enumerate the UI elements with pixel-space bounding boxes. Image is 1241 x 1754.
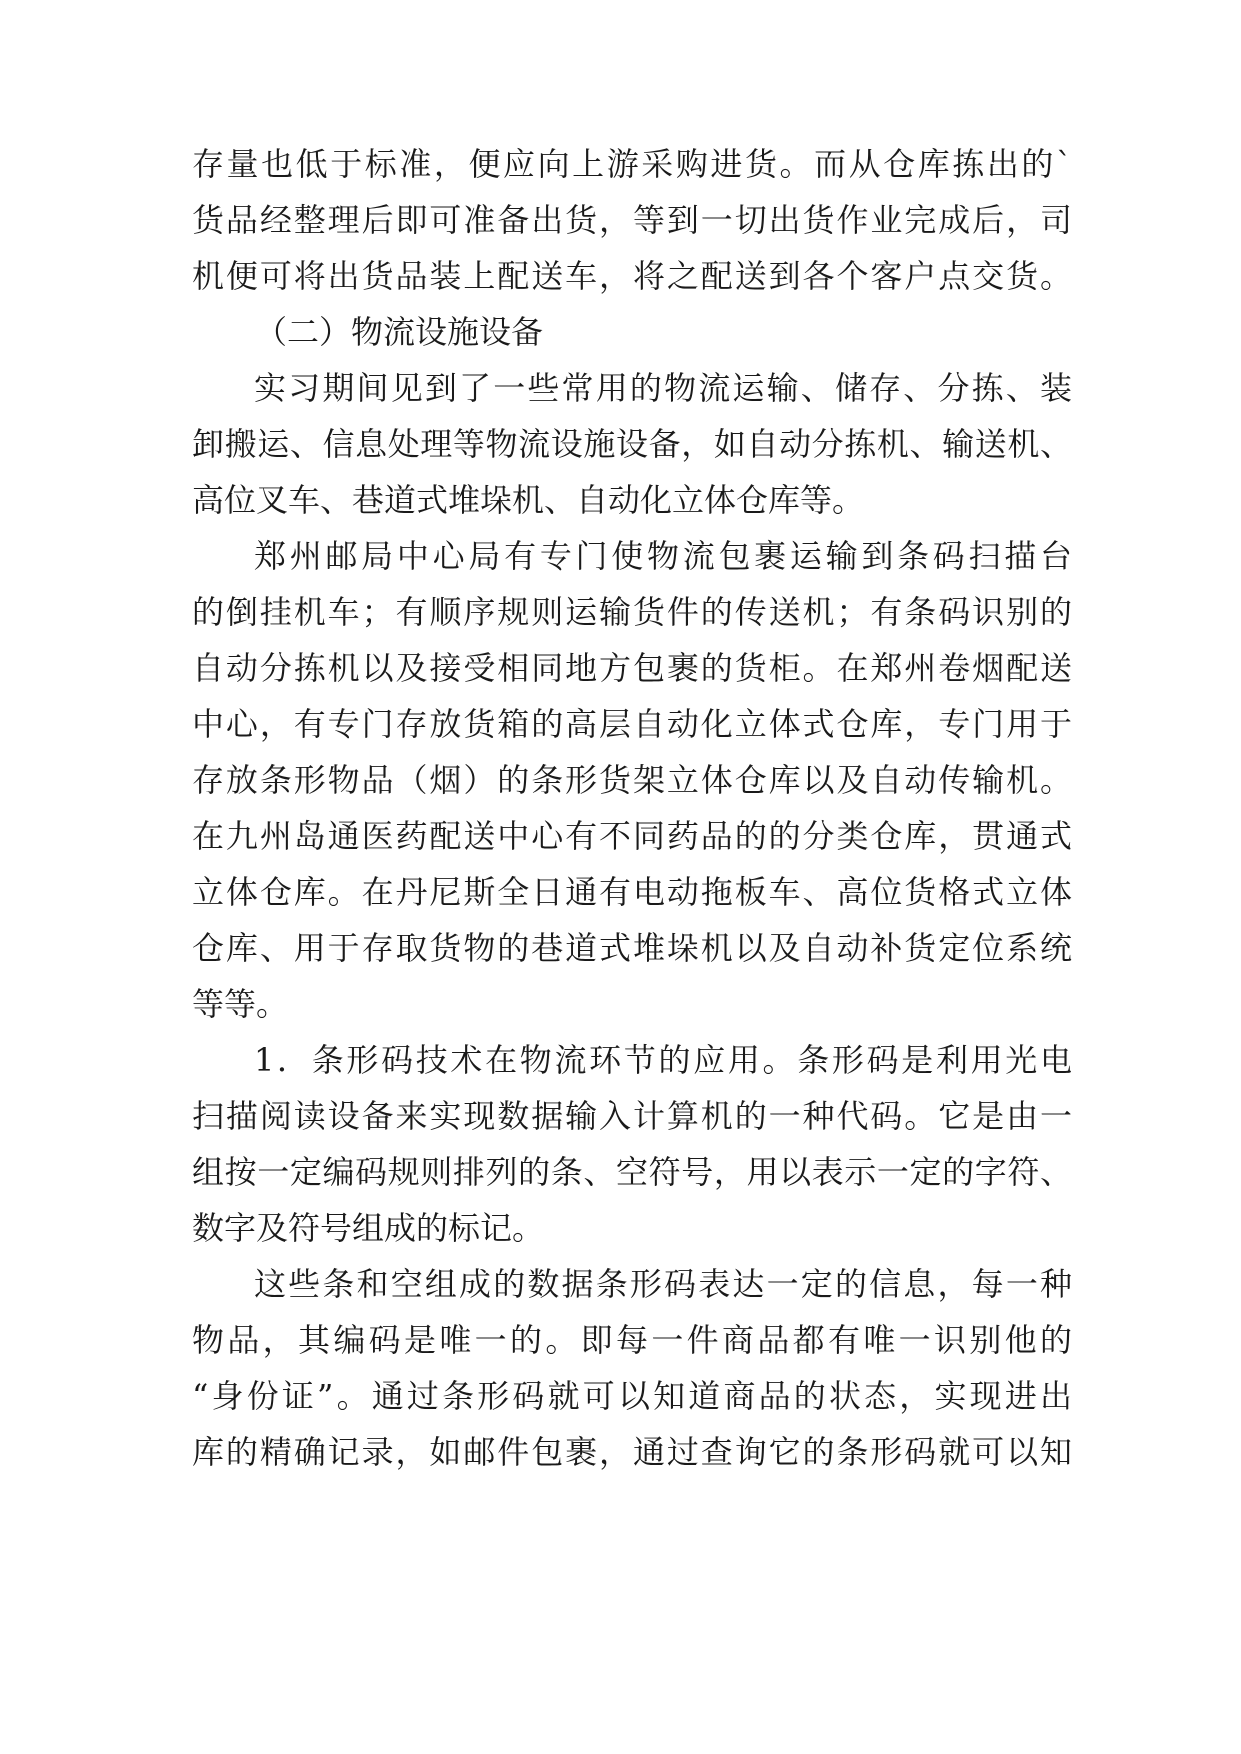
- text-line: 这些条和空组成的数据条形码表达一定的信息，每一种: [254, 1265, 1072, 1303]
- text-line: 数字及符号组成的标记。: [192, 1209, 545, 1247]
- text-line: “身份证”。通过条形码就可以知道商品的状态，实现进出: [192, 1377, 1072, 1415]
- text-line: 高位叉车、巷道式堆垛机、自动化立体仓库等。: [192, 481, 865, 519]
- text-line: 机便可将出货品装上配送车，将之配送到各个客户点交货。: [192, 257, 1072, 295]
- text-line: 中心，有专门存放货箱的高层自动化立体式仓库，专门用于: [192, 705, 1072, 743]
- text-line: 在九州岛通医药配送中心有不同药品的的分类仓库，贯通式: [192, 817, 1072, 855]
- text-line: 扫描阅读设备来实现数据输入计算机的一种代码。它是由一: [192, 1097, 1072, 1135]
- text-line: 存放条形物品（烟）的条形货架立体仓库以及自动传输机。: [192, 761, 1072, 799]
- text-line: 1．条形码技术在物流环节的应用。条形码是利用光电: [254, 1041, 1072, 1079]
- text-line: 等等。: [192, 985, 289, 1023]
- text-line: 存量也低于标准，便应向上游采购进货。而从仓库拣出的`: [192, 145, 1072, 183]
- text-line: 货品经整理后即可准备出货，等到一切出货作业完成后，司: [192, 201, 1072, 239]
- text-line: 郑州邮局中心局有专门使物流包裹运输到条码扫描台: [254, 537, 1072, 575]
- text-line: 物品，其编码是唯一的。即每一件商品都有唯一识别他的: [192, 1321, 1072, 1359]
- text-line: 卸搬运、信息处理等物流设施设备，如自动分拣机、输送机、: [192, 425, 1072, 463]
- text-line: 的倒挂机车；有顺序规则运输货件的传送机；有条码识别的: [192, 593, 1072, 631]
- section-heading: （二）物流设施设备: [255, 313, 544, 351]
- text-line: 组按一定编码规则排列的条、空符号，用以表示一定的字符、: [192, 1153, 1072, 1191]
- text-line: 自动分拣机以及接受相同地方包裹的货柜。在郑州卷烟配送: [192, 649, 1072, 687]
- text-line: 库的精确记录，如邮件包裹，通过查询它的条形码就可以知: [192, 1433, 1072, 1471]
- text-line: 实习期间见到了一些常用的物流运输、储存、分拣、装: [254, 369, 1072, 407]
- text-line: 仓库、用于存取货物的巷道式堆垛机以及自动补货定位系统: [192, 929, 1072, 967]
- text-line: 立体仓库。在丹尼斯全日通有电动拖板车、高位货格式立体: [192, 873, 1072, 911]
